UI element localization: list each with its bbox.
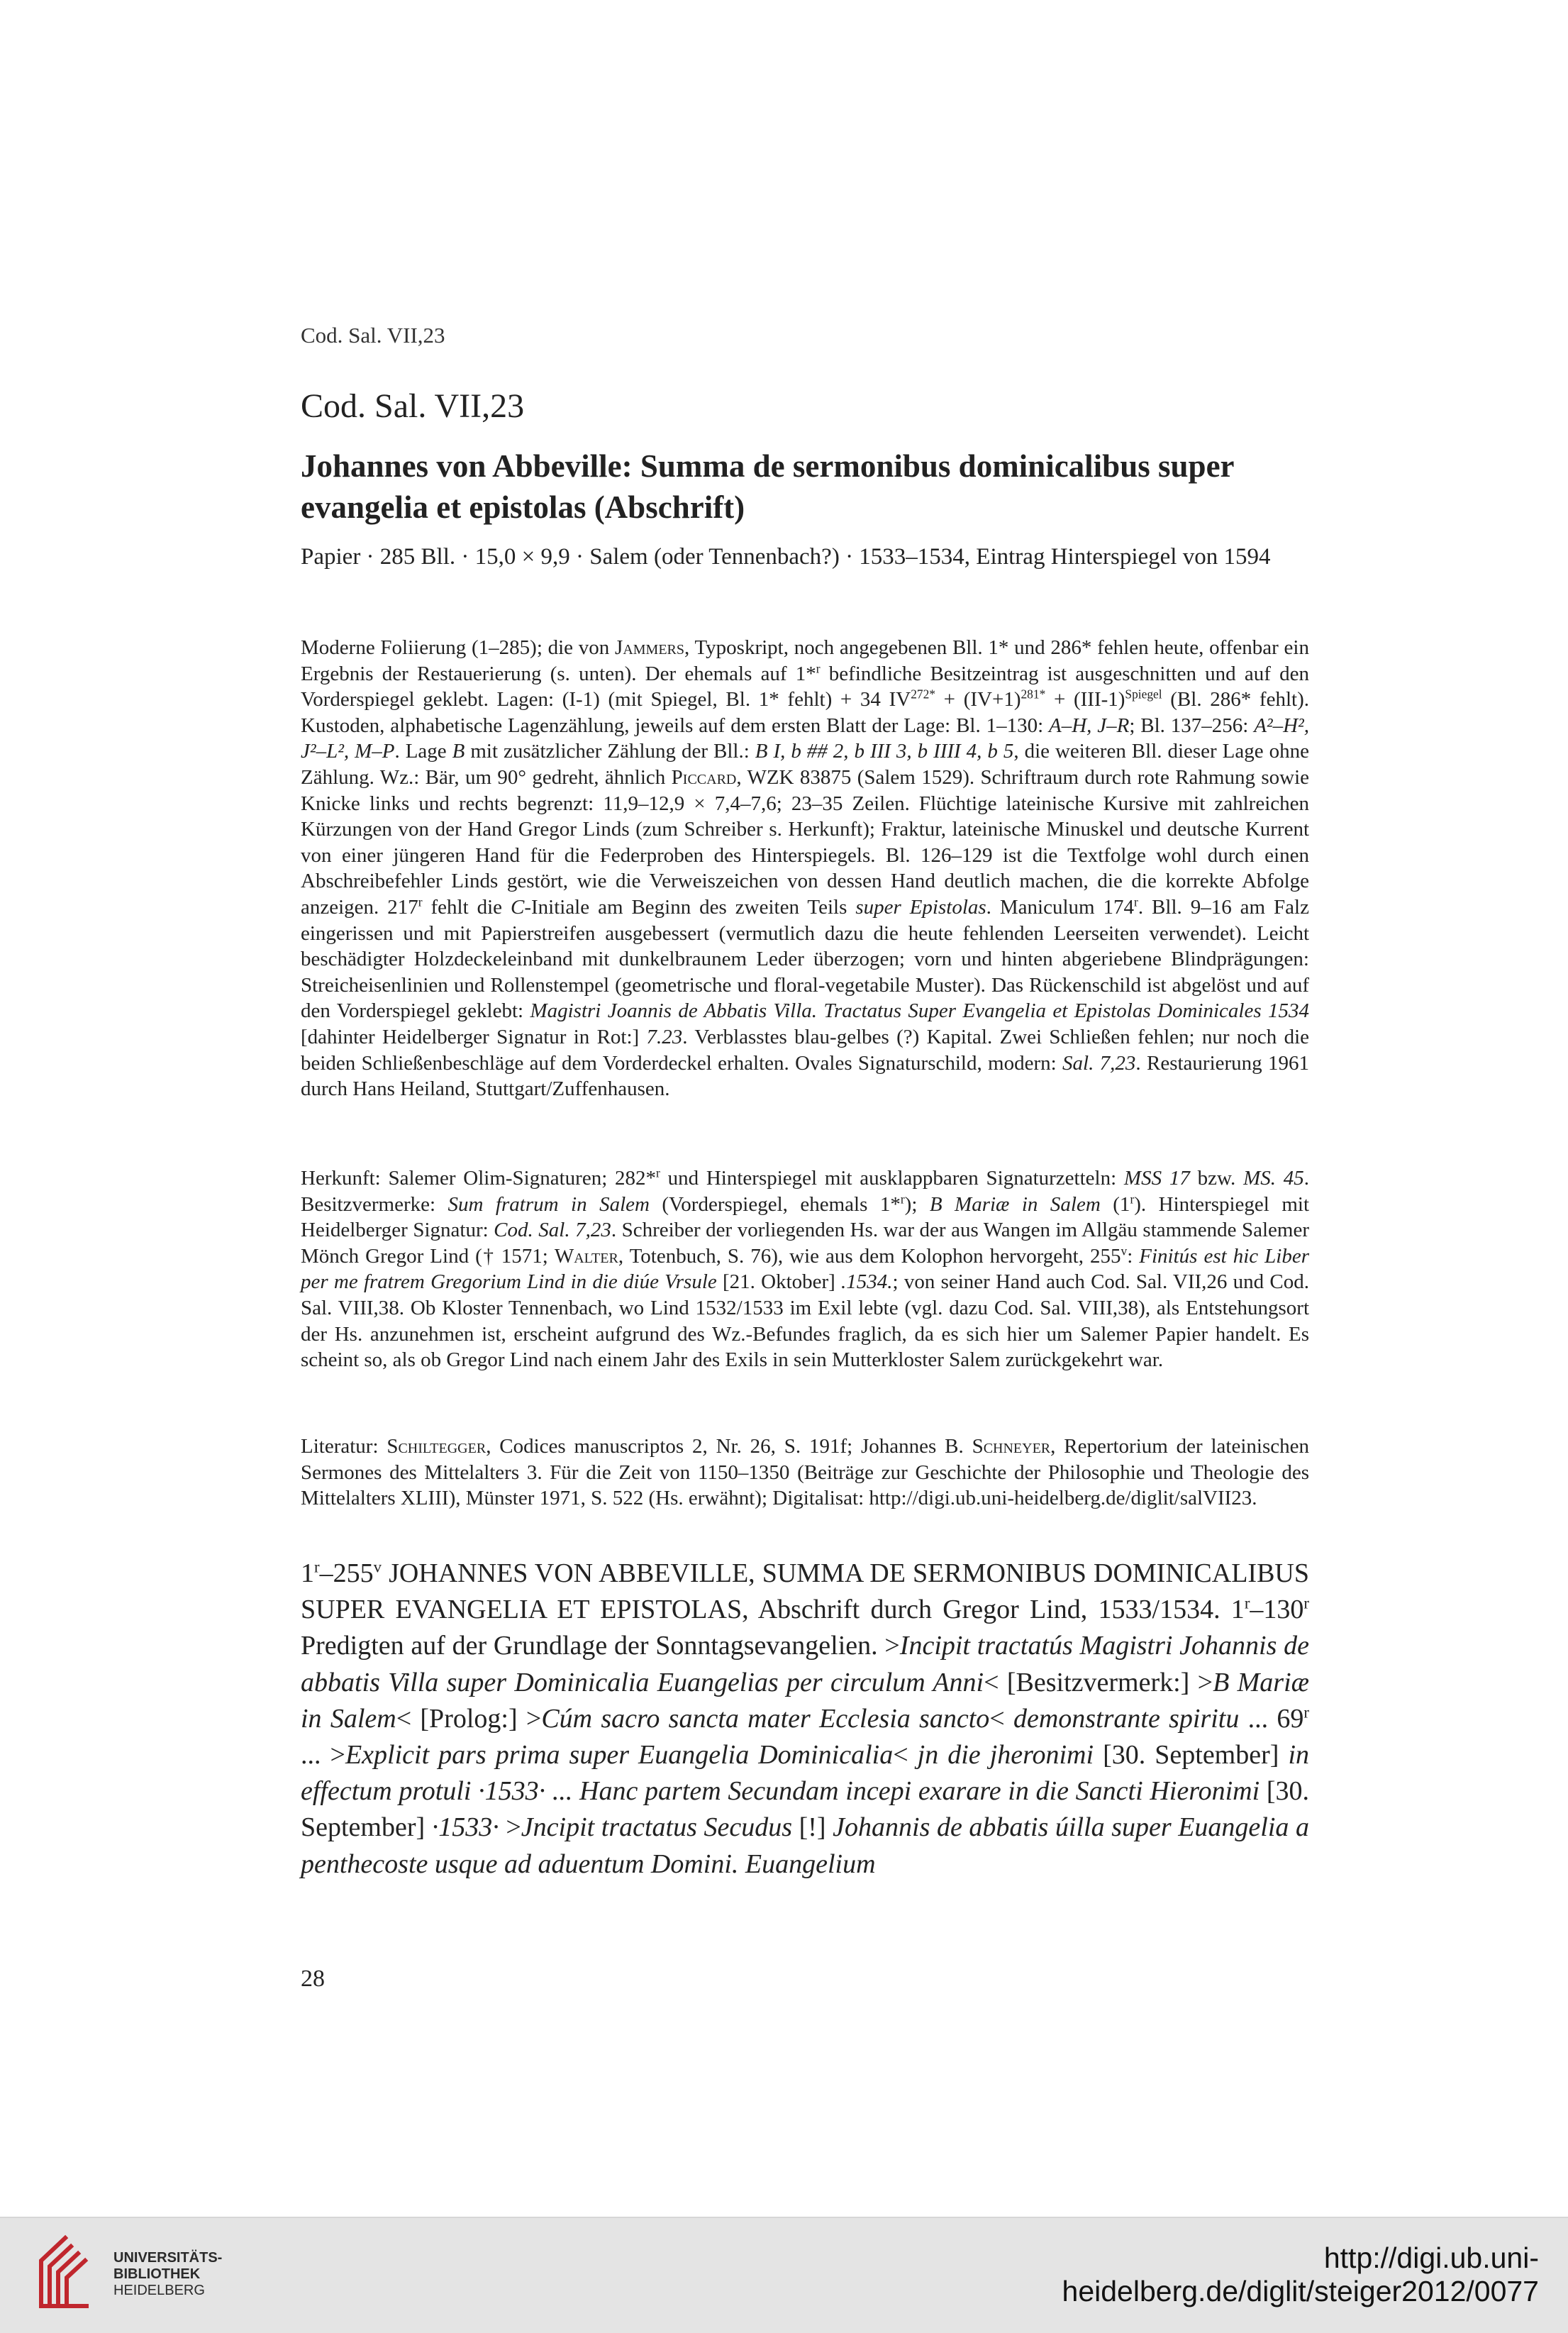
ub-heidelberg-logo-icon[interactable] <box>37 2232 96 2310</box>
author-schiltegger: Schiltegger <box>387 1435 486 1458</box>
logo-line-1: UNIVERSITÄTS- <box>113 2250 223 2266</box>
provenance-paragraph: Herkunft: Salemer Olim-Signaturen; 282*$^r$ und Hinterspiegel mit ausklappbaren Signaturzetteln: MSS 17 bzw. MS. 45. Besitzvermerke: Sum fratrum in Salem (Vorderspiegel, ehemals 1*$^r$); B Mariæ in Salem (1$^r$). Hinterspiegel mit Heidelberger Signatur: Cod. Sal. 7,23. Schreiber der vorliegenden Hs. war der aus Wangen im Allgäu stammende Salemer Mönch Gregor Lind († 1571; Walter, Totenbuch, S. 76), wie aus dem Kolophon hervorgeht, 255$^v$: Finitús est hic Liber per me fratrem Gregorium Lind in die diúe Vrsule [21. Oktober] .1534.; von seiner Hand auch Cod. Sal. VII,26 und Cod. Sal. VIII,38. Ob Kloster Tennenbach, wo Lind 1532/1533 im Exil lebte (vgl. dazu Cod. Sal. VIII,38), als Entstehungsort der Hs. anzunehmen ist, erscheint aufgrund des Wz.-Befundes fraglich, da es sich hier um Salemer Papier handelt. Es scheint so, als ob Gregor Lind nach einem Jahr des Exils in sein Mutterkloster Salem zurückgekehrt war. <box>301 1165 1310 1372</box>
logo-line-2: BIBLIOTHEK <box>113 2266 201 2282</box>
library-logo-text <box>113 2250 222 2299</box>
physical-description-line: Papier · 285 Bll. · 15,0 × 9,9 · Salem (oder Tennenbach?) · 1533–1534, Eintrag Hinterspiegel von 1594 <box>301 544 1271 570</box>
logo-line-3: HEIDELBERG <box>113 2283 205 2298</box>
codicology-paragraph: Moderne Foliierung (1–285); die von Jammers, Typoskript, noch angegebenen Bll. 1* und 286* fehlen heute, offenbar ein Ergebnis der Restauerierung (s. unten). Der ehemals auf 1*$^r$ befindliche Besitzeintrag ist ausgeschnitten und auf den Vorderspiegel geklebt. Lagen: (I-1) (mit Spiegel, Bl. 1* fehlt) + 34 $IV^{272*} + (IV+1)^{281*} + (III-1)^{Spiegel}$ (Bl. 286* fehlt). Kustoden, alphabetische Lagenzählung, jeweils auf dem ersten Blatt der Lage: Bl. 1–130: A–H, J–R; Bl. 137–256: A²–H², J²–L², M–P. Lage B mit zusätzlicher Zählung der Bll.: B I, b ## 2, b III 3, b IIII 4, b 5, die weiteren Bll. dieser Lage ohne Zählung. Wz.: Bär, um 90° gedreht, ähnlich Piccard, WZK 83875 (Salem 1529). Schriftraum durch rote Rahmung sowie Knicke links und rechts begrenzt: 11,9–12,9 × 7,4–7,6; 23–35 Zeilen. Flüchtige lateinische Kursive mit zahlreichen Kürzungen von der Hand Gregor Linds (zum Schreiber s. Herkunft); Fraktur, lateinische Minuskel und deutsche Kurrent von einer jüngeren Hand für die Federproben des Hinterspiegels. Bl. 126–129 ist die Textfolge wohl durch einen Abschreibefehler Linds gestört, wie die Verweiszeichen von dessen Hand deutlich machen, die die korrekte Abfolge anzeigen. 217$^r$ fehlt die C-Initiale am Beginn des zweiten Teils super Epistolas. Maniculum 174$^r$. Bll. 9–16 am Falz eingerissen und mit Papierstreifen ausgebessert (vermutlich dazu die heute fehlenden Leerseiten verwendet). Leicht beschädigter Holzdeckeleinband mit dunkelbraunem Leder überzogen; vorn und hinten abgeriebene Blindprägungen: Streicheisenlinien und Rollenstempel (geometrische und floral-vegetabile Muster). Das Rückenschild ist abgelöst und auf den Vorderspiegel geklebt: Magistri Joannis de Abbatis Villa. Tractatus Super Evangelia et Epistolas Dominicales 1534 [dahinter Heidelberger Signatur in Rot:] 7.23. Verblasstes blau-gelbes (?) Kapital. Zwei Schließen fehlen; nur noch die beiden Schließenbeschläge auf dem Vorderdeckel erhalten. Ovales Signaturschild, modern: Sal. 7,23. Restaurierung 1961 durch Hans Heiland, Stuttgart/Zuffenhausen. <box>301 636 1309 1101</box>
author-walter: Walter <box>554 1244 618 1268</box>
contents-entry: 1$^r$–255$^v$ JOHANNES VON ABBEVILLE, SUMMA DE SERMONIBUS DOMINICALIBUS SUPER EVANGELIA ET EPISTOLAS, Abschrift durch Gregor Lind, 1533/1534. 1$^r$–130$^r$ Predigten auf der Grundlage der Sonntagsevangelien. >Incipit tractatús Magistri Johannis de abbatis Villa super Dominicalia Euangelias per circulum Anni< [Besitzvermerk:] >B Mariæ in Salem< [Prolog:] >Cúm sacro sancta mater Ecclesia sancto< demonstrante spiritu ... 69$^r$ ... >Explicit pars prima super Euangelia Dominicalia< jn die jheronimi [30. September] in effectum protuli ·1533· ... Hanc partem Secundam incepi exarare in die Sancti Hieronimi [30. September] ·1533· >Jncipit tractatus Secudus [!] Johannis de abbatis úilla super Euangelia a penthecoste usque ad aduentum Domini. Euangelium <box>301 1558 1310 1879</box>
work-title: Johannes von Abbeville: Summa de sermonibus dominicalibus super evangelia et epistolas (Abschrift) <box>301 448 1234 525</box>
page-number: 28 <box>301 1966 325 1992</box>
signature-heading: Cod. Sal. VII,23 <box>301 387 525 425</box>
running-head: Cod. Sal. VII,23 <box>301 323 445 348</box>
author-schneyer: Schneyer <box>972 1435 1051 1458</box>
author-jammers: Jammers <box>615 636 685 659</box>
permalink-url[interactable]: http://digi.ub.uni-heidelberg.de/diglit/steiger2012/0077 <box>1062 2241 1539 2307</box>
author-piccard: Piccard <box>671 765 737 789</box>
literature-paragraph: Literatur: Schiltegger, Codices manuscriptos 2, Nr. 26, S. 191f; Johannes B. Schneyer, Repertorium der lateinischen Sermones des Mittelalters 3. Für die Zeit von 1150–1350 (Beiträge zur Geschichte der Philosophie und Theologie des Mittelalters XLIII), Münster 1971, S. 522 (Hs. erwähnt); Digitalisat: http://digi.ub.uni-heidelberg.de/diglit/salVII23. <box>301 1435 1309 1510</box>
